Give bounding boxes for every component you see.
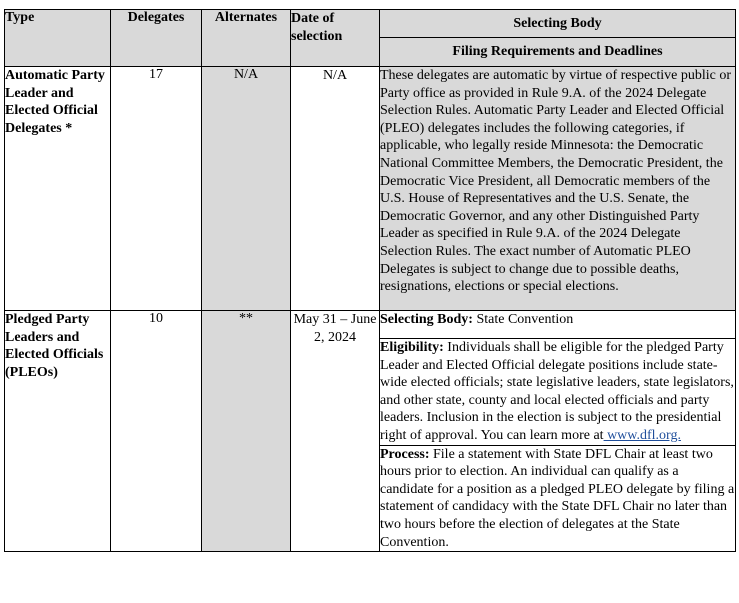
process-label: Process: [380,446,430,462]
row-date: May 31 – June 2, 2024 [291,311,380,552]
header-alternates: Alternates [202,10,291,67]
dfl-website-link[interactable]: www.dfl.org. [603,427,681,443]
row-type: Automatic Party Leader and Elected Official Delegates * [5,67,111,311]
row-alternates: ** [202,311,291,552]
row-delegates: 10 [111,311,202,552]
header-selecting-body: Selecting Body [380,10,736,38]
header-delegates: Delegates [111,10,202,67]
selecting-body-value: State Convention [472,312,574,327]
header-date-of-selection: Date of selection [291,10,380,67]
delegate-table [4,9,736,552]
row-description: These delegates are automatic by virtue of respective public or Party office as provided in Rule 9.A. of the 2024 Delegate Selection Rules. Automatic Party Leader and Elected Official (PLEO) delegates includes the following categories, if applicable, who legally reside Minnesota: the Democratic National Committee Members, the Democratic President, the Democratic Vice President, all Democratic members of the U.S. House of Representatives and the U.S. Senate, the Democratic Governor, and any other Distinguished Party Leader as specified in Rule 9.A. of the 2024 Delegate Selection Rules. The exact number of Automatic PLEO Delegates is subject to change due to possible deaths, resignations, elections or special elections. [380,67,736,311]
header-type: Type [5,10,111,67]
selecting-body-cell [380,311,736,339]
table-row [5,67,736,311]
header-filing-requirements: Filing Requirements and Deadlines [380,38,736,67]
process-text: File a statement with State DFL Chair at least two hours prior to election. An individual can qualify as a candidate for a position as a pledged PLEO delegate by filing a statement of candidacy with the State DFL Chair no later than two hours before the election of delegates at the State Convention. [380,446,735,550]
row-type: Pledged Party Leaders and Elected Officials (PLEOs) [5,311,111,552]
eligibility-label: Eligibility: [380,340,444,355]
table-row [5,311,736,339]
row-delegates: 17 [111,67,202,311]
row-alternates: N/A [202,67,291,311]
selecting-body-label: Selecting Body: [380,312,473,327]
row-date: N/A [291,67,380,311]
eligibility-text: Individuals shall be eligible for the pledged Party Leader and Elected Official delegate positions include state-wide elected officials; state legislative leaders, state legislators, and other state, county and local elected officials and party leaders. Inclusion in the election is subject to the presidential right of approval. You can learn more at [380,340,734,443]
eligibility-cell [380,339,736,446]
process-cell [380,445,736,552]
